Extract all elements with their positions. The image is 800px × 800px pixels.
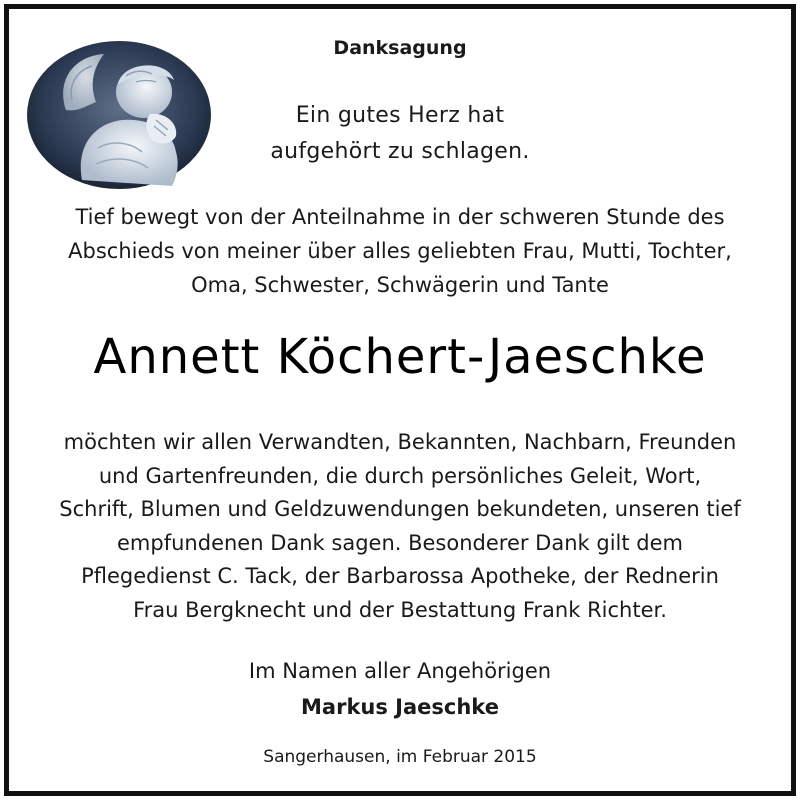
thanks-line: empfundenen Dank sagen. Besonderer Dank gilt dem <box>117 530 683 555</box>
verse-line: Ein gutes Herz hat <box>295 103 505 128</box>
place-date: Sangerhausen, im Februar 2015 <box>263 747 537 767</box>
on-behalf-line: Im Namen aller Angehörigen <box>248 659 552 683</box>
verse-line: aufgehört zu schlagen. <box>270 139 530 164</box>
thanks-line: Frau Bergknecht und der Bestattung Frank Richter. <box>133 597 667 622</box>
intro-line: Tief bewegt von der Anteilnahme in der schweren Stunde des <box>75 205 725 229</box>
angel-cameo-icon <box>26 40 212 190</box>
intro-line: Abschieds von meiner über alles geliebten Frau, Mutti, Tochter, <box>68 239 732 263</box>
verse <box>230 98 570 170</box>
thanks-line: Schrift, Blumen und Geldzuwendungen bekundeten, unseren tief <box>59 497 741 522</box>
signer-name: Markus Jaeschke <box>301 695 499 719</box>
deceased-name: Annett Köchert-Jaeschke <box>93 329 707 385</box>
thanks-line: Pflegedienst C. Tack, der Barbarossa Apotheke, der Rednerin <box>81 564 719 589</box>
intro-paragraph <box>0 200 800 302</box>
thanks-line: möchten wir allen Verwandten, Bekannten, Nachbarn, Freunden <box>63 430 737 454</box>
notice-heading: Danksagung <box>333 37 467 59</box>
intro-line: Oma, Schwester, Schwägerin und Tante <box>191 273 609 297</box>
thanks-paragraph <box>0 426 800 628</box>
thanks-line: und Gartenfreunden, die durch persönliches Geleit, Wort, <box>98 463 702 488</box>
